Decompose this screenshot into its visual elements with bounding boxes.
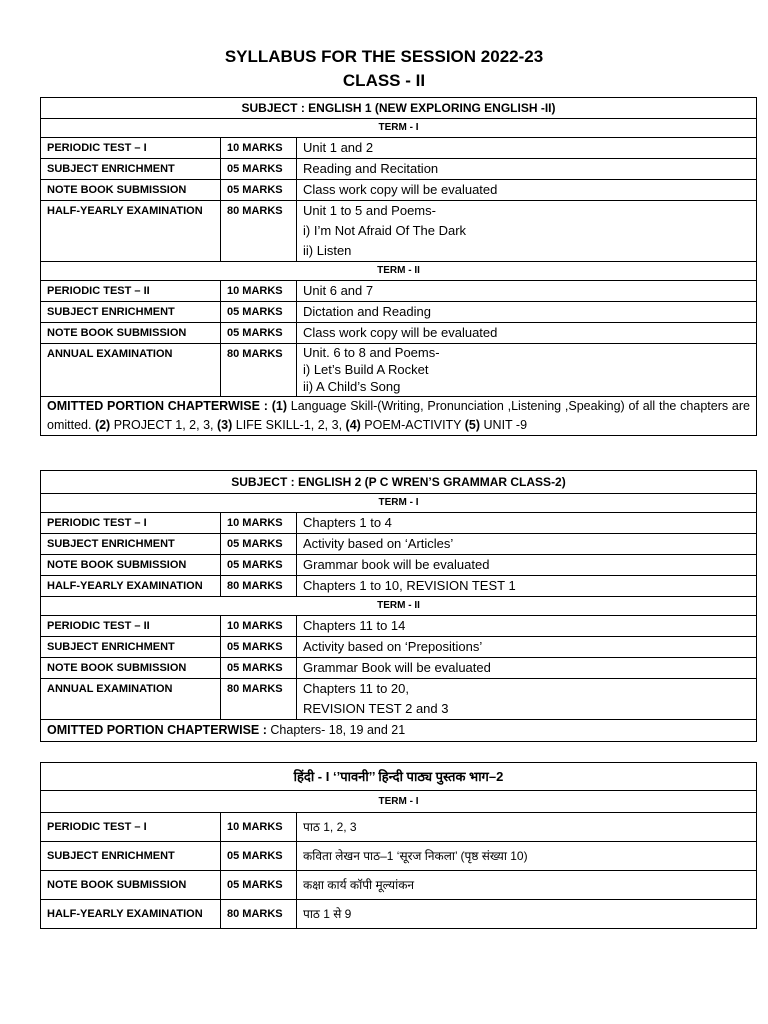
- marks-value: 80 MARKS: [221, 679, 297, 720]
- table-row: [41, 281, 757, 302]
- table-row: [41, 513, 757, 534]
- marks-value: 05 MARKS: [221, 180, 297, 201]
- table-row: [41, 180, 757, 201]
- omitted-item-text: Language Skill-(Writing, Pronunciation ,Listening ,Speaking) of all the chapters are omitted.: [47, 399, 750, 432]
- assessment-label: NOTE BOOK SUBMISSION: [41, 180, 221, 201]
- marks-value: 80 MARKS: [221, 576, 297, 597]
- table-row: [41, 323, 757, 344]
- marks-value: 05 MARKS: [221, 555, 297, 576]
- english1-table: [40, 97, 757, 436]
- syllabus-detail: [297, 344, 757, 397]
- table-row: [41, 900, 757, 929]
- marks-value: 10 MARKS: [221, 281, 297, 302]
- assessment-label: ANNUAL EXAMINATION: [41, 679, 221, 720]
- assessment-label: SUBJECT ENRICHMENT: [41, 159, 221, 180]
- detail-line: Unit. 6 to 8 and Poems-: [303, 345, 440, 360]
- table-row: [41, 679, 757, 720]
- omitted-portion: [41, 720, 757, 742]
- syllabus-detail: कक्षा कार्य कॉपी मूल्यांकन: [297, 871, 757, 900]
- omitted-heading: OMITTED PORTION CHAPTERWISE :: [47, 723, 267, 737]
- marks-value: 10 MARKS: [221, 138, 297, 159]
- table-row: [41, 616, 757, 637]
- omitted-heading: OMITTED PORTION CHAPTERWISE :: [47, 399, 268, 413]
- marks-value: 80 MARKS: [221, 344, 297, 397]
- syllabus-detail: Class work copy will be evaluated: [297, 323, 757, 344]
- marks-value: 10 MARKS: [221, 513, 297, 534]
- syllabus-detail: Activity based on ‘Articles’: [297, 534, 757, 555]
- term-heading: TERM - I: [41, 119, 757, 138]
- syllabus-detail: Unit 1 and 2: [297, 138, 757, 159]
- detail-line: REVISION TEST 2 and 3: [303, 701, 449, 716]
- syllabus-detail: Reading and Recitation: [297, 159, 757, 180]
- marks-value: 10 MARKS: [221, 616, 297, 637]
- marks-value: 05 MARKS: [221, 658, 297, 679]
- assessment-label: PERIODIC TEST – I: [41, 513, 221, 534]
- omitted-portion: [41, 397, 757, 436]
- syllabus-detail: [297, 679, 757, 720]
- assessment-label: NOTE BOOK SUBMISSION: [41, 658, 221, 679]
- subject-heading: SUBJECT : ENGLISH 1 (NEW EXPLORING ENGLISH -II): [41, 98, 757, 119]
- subject-heading: हिंदी - I ‘’पावनी’’ हिन्दी पाठ्य पुस्तक भाग–2: [41, 763, 757, 791]
- marks-value: 05 MARKS: [221, 323, 297, 344]
- table-row: [41, 871, 757, 900]
- assessment-label: NOTE BOOK SUBMISSION: [41, 871, 221, 900]
- english2-table: [40, 470, 757, 742]
- omitted-item-text: LIFE SKILL-1, 2, 3,: [232, 418, 346, 432]
- table-row: [41, 534, 757, 555]
- omitted-item-number: (4): [345, 418, 361, 432]
- marks-value: 05 MARKS: [221, 871, 297, 900]
- omitted-item-text: UNIT -9: [480, 418, 528, 432]
- subject-heading: SUBJECT : ENGLISH 2 (P C WREN’S GRAMMAR CLASS-2): [41, 471, 757, 494]
- assessment-label: HALF-YEARLY EXAMINATION: [41, 900, 221, 929]
- table-row: [41, 344, 757, 397]
- assessment-label: PERIODIC TEST – II: [41, 281, 221, 302]
- syllabus-detail: पाठ 1 से 9: [297, 900, 757, 929]
- term-heading: TERM - I: [41, 791, 757, 813]
- assessment-label: SUBJECT ENRICHMENT: [41, 302, 221, 323]
- table-row: [41, 159, 757, 180]
- syllabus-detail: Unit 6 and 7: [297, 281, 757, 302]
- marks-value: 05 MARKS: [221, 842, 297, 871]
- assessment-label: HALF-YEARLY EXAMINATION: [41, 576, 221, 597]
- syllabus-detail: Dictation and Reading: [297, 302, 757, 323]
- omitted-item-number: (1): [271, 399, 287, 413]
- marks-value: 80 MARKS: [221, 201, 297, 262]
- assessment-label: PERIODIC TEST – II: [41, 616, 221, 637]
- table-row: [41, 576, 757, 597]
- assessment-label: SUBJECT ENRICHMENT: [41, 842, 221, 871]
- marks-value: 05 MARKS: [221, 534, 297, 555]
- detail-line: i) I’m Not Afraid Of The Dark: [303, 223, 467, 238]
- marks-value: 05 MARKS: [221, 159, 297, 180]
- syllabus-detail: Activity based on ‘Prepositions’: [297, 637, 757, 658]
- marks-value: 05 MARKS: [221, 302, 297, 323]
- assessment-label: SUBJECT ENRICHMENT: [41, 534, 221, 555]
- table-row: [41, 813, 757, 842]
- omitted-item-number: (2): [94, 418, 111, 432]
- omitted-item-number: (5): [464, 418, 481, 432]
- syllabus-detail: Grammar Book will be evaluated: [297, 658, 757, 679]
- assessment-label: PERIODIC TEST – I: [41, 138, 221, 159]
- term-heading: TERM - II: [41, 262, 757, 281]
- table-row: [41, 302, 757, 323]
- detail-line: ii) A Child’s Song: [303, 379, 401, 394]
- syllabus-detail: Chapters 1 to 10, REVISION TEST 1: [297, 576, 757, 597]
- omitted-item-text: POEM-ACTIVITY: [360, 418, 465, 432]
- class-title: CLASS - II: [342, 71, 426, 90]
- omitted-item-number: (3): [216, 418, 233, 432]
- table-row: [41, 658, 757, 679]
- syllabus-detail: Class work copy will be evaluated: [297, 180, 757, 201]
- syllabus-detail: पाठ 1, 2, 3: [297, 813, 757, 842]
- syllabus-detail: [297, 201, 757, 262]
- detail-line: Unit 1 to 5 and Poems-: [303, 203, 436, 218]
- table-row: [41, 138, 757, 159]
- table-row: [41, 201, 757, 262]
- omitted-item-text: PROJECT 1, 2, 3,: [110, 418, 217, 432]
- term-heading: TERM - II: [41, 597, 757, 616]
- marks-value: 10 MARKS: [221, 813, 297, 842]
- assessment-label: NOTE BOOK SUBMISSION: [41, 323, 221, 344]
- syllabus-detail: Grammar book will be evaluated: [297, 555, 757, 576]
- term-heading: TERM - I: [41, 494, 757, 513]
- table-row: [41, 637, 757, 658]
- assessment-label: NOTE BOOK SUBMISSION: [41, 555, 221, 576]
- detail-line: ii) Listen: [303, 243, 352, 258]
- page-title: SYLLABUS FOR THE SESSION 2022-23: [224, 47, 544, 66]
- assessment-label: HALF-YEARLY EXAMINATION: [41, 201, 221, 262]
- marks-value: 80 MARKS: [221, 900, 297, 929]
- assessment-label: SUBJECT ENRICHMENT: [41, 637, 221, 658]
- detail-line: Chapters 11 to 20,: [303, 681, 409, 696]
- detail-line: i) Let’s Build A Rocket: [303, 362, 429, 377]
- omitted-item-text: Chapters- 18, 19 and 21: [266, 723, 406, 737]
- table-row: [41, 555, 757, 576]
- syllabus-detail: कविता लेखन पाठ–1 ‘सूरज निकला’ (पृष्ठ संख्या 10): [297, 842, 757, 871]
- hindi-table: [40, 762, 757, 929]
- marks-value: 05 MARKS: [221, 637, 297, 658]
- table-row: [41, 842, 757, 871]
- assessment-label: PERIODIC TEST – I: [41, 813, 221, 842]
- syllabus-detail: Chapters 1 to 4: [297, 513, 757, 534]
- syllabus-detail: Chapters 11 to 14: [297, 616, 757, 637]
- assessment-label: ANNUAL EXAMINATION: [41, 344, 221, 397]
